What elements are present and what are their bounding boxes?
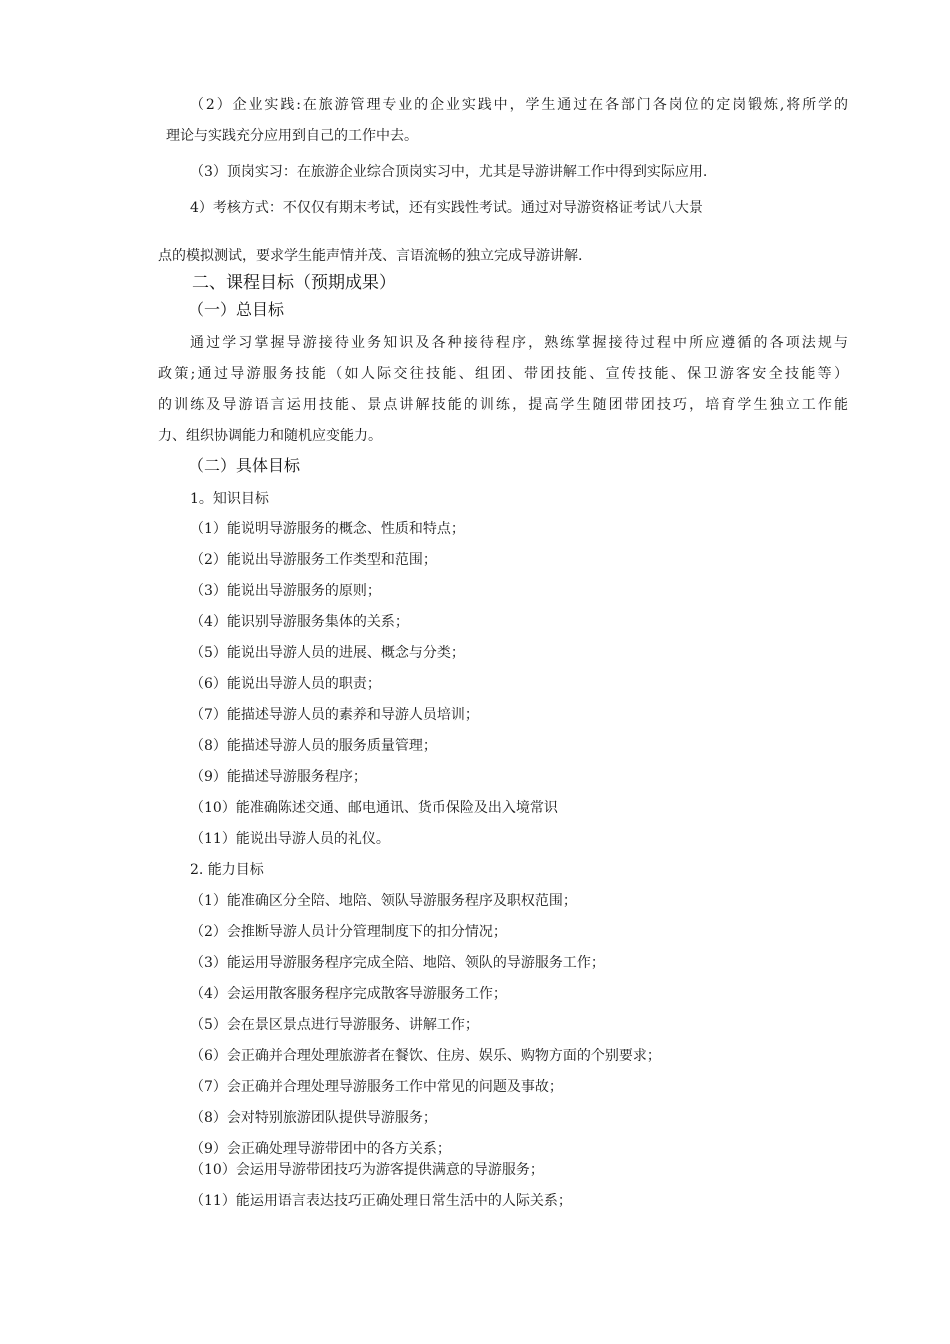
assessment-line-2: 点的模拟测试，要求学生能声情并茂、言语流畅的独立完成导游讲解. [158,248,583,264]
knowledge-item: （6）能说出导游人员的职责； [190,676,381,692]
ability-item: （10）会运用导游带团技巧为游客提供满意的导游服务； [190,1162,544,1178]
overall-goal-line-3-wrap [158,395,848,415]
knowledge-item: （9）能描述导游服务程序； [190,769,367,785]
ability-item: （7）会正确并合理处理导游服务工作中常见的问题及事故； [190,1079,563,1095]
ability-item: （6）会正确并合理处理旅游者在餐饮、住房、娱乐、购物方面的个别要求； [190,1048,661,1064]
knowledge-item: （7）能描述导游人员的素养和导游人员培训； [190,707,479,723]
knowledge-item: （5）能说出导游人员的进展、概念与分类； [190,645,465,661]
overall-goal-line-4: 力、组织协调能力和随机应变能力。 [158,428,382,444]
knowledge-item: （1）能说明导游服务的概念、性质和特点； [190,521,465,537]
knowledge-item: （4）能识别导游服务集体的关系； [190,614,409,630]
ability-item: （2）会推断导游人员计分管理制度下的扣分情况； [190,924,507,940]
subheading-overall-goal: （一）总目标 [188,300,285,319]
subheading-specific-goals: （二）具体目标 [188,456,301,475]
enterprise-practice-paragraph [190,95,848,115]
internship-paragraph: （3）顶岗实习：在旅游企业综合顶岗实习中，尤其是导游讲解工作中得到实际应用. [190,164,708,180]
ability-item: （11）能运用语言表达技巧正确处理日常生活中的人际关系； [190,1193,572,1209]
ability-goals-heading: 2. 能力目标 [190,862,264,878]
ability-item: （1）能准确区分全陪、地陪、领队导游服务程序及职权范围； [190,893,577,909]
ability-item: （4）会运用散客服务程序完成散客导游服务工作； [190,986,507,1002]
knowledge-item: （8）能描述导游人员的服务质量管理； [190,738,437,754]
knowledge-item: （2）能说出导游服务工作类型和范围； [190,552,437,568]
enterprise-practice-line-1: （2）企业实践:在旅游管理专业的企业实践中，学生通过在各部门各岗位的定岗锻炼,将所学的 [190,97,848,113]
overall-goal-line-2-wrap [158,364,848,384]
enterprise-practice-line-2: 理论与实践充分应用到自己的工作中去。 [166,128,418,144]
assessment-line-1: 4）考核方式：不仅仅有期末考试，还有实践性考试。通过对导游资格证考试八大景 [190,200,703,216]
overall-goal-line-1: 通过学习掌握导游接待业务知识及各种接待程序，熟练掌握接待过程中所应遵循的各项法规与 [190,335,848,351]
overall-goal-paragraph [158,333,848,353]
ability-item: （8）会对特别旅游团队提供导游服务； [190,1110,437,1126]
knowledge-goals-heading: 1。知识目标 [190,491,269,507]
ability-item: （9）会正确处理导游带团中的各方关系； [190,1141,451,1157]
section-heading-course-goals: 二、课程目标（预期成果） [192,273,396,293]
knowledge-item: （11）能说出导游人员的礼仪。 [190,831,390,847]
knowledge-item: （3）能说出导游服务的原则； [190,583,381,599]
ability-item: （3）能运用导游服务程序完成全陪、地陪、领队的导游服务工作； [190,955,605,971]
knowledge-item: （10）能准确陈述交通、邮电通讯、货币保险及出入境常识 [190,800,558,816]
overall-goal-line-3: 的训练及导游语言运用技能、景点讲解技能的训练，提高学生随团带团技巧，培育学生独立工作能 [158,397,848,413]
ability-item: （5）会在景区景点进行导游服务、讲解工作； [190,1017,479,1033]
overall-goal-line-2: 政策;通过导游服务技能（如人际交往技能、组团、带团技能、宣传技能、保卫游客安全技能等） [158,366,848,382]
